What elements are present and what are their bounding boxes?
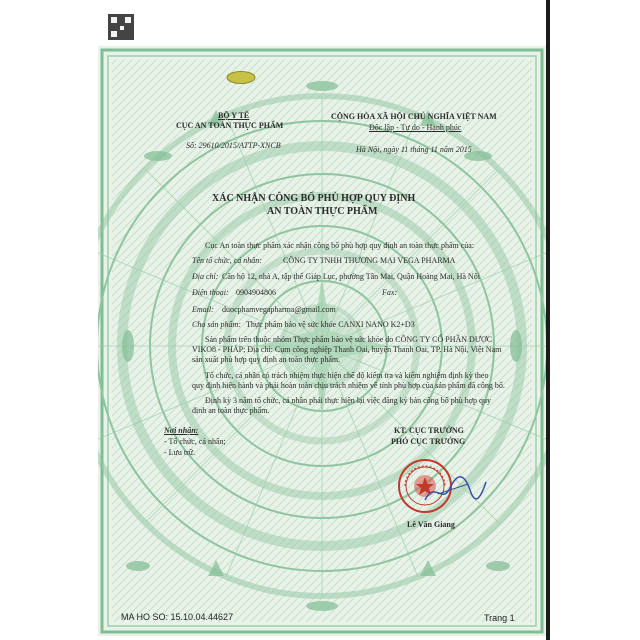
address-label: Địa chỉ:	[192, 272, 219, 281]
paragraph-manufacturer-1: Sản phẩm trên thuộc nhóm Thực phẩm bảo vệ sức khỏe do CÔNG TY CỔ PHẦN DƯỢC	[205, 335, 493, 344]
phone-value: 0904904806	[236, 288, 276, 297]
paragraph-renewal-1: Định kỳ 3 năm tổ chức, cá nhân phải thực hiện lại việc đăng ký bản công bố phù hợp quy	[205, 396, 491, 405]
signer-name: Lê Văn Giang	[407, 520, 455, 529]
email-value: duocphamvegapharma@gmail.com	[222, 305, 336, 314]
department-logo	[226, 71, 256, 84]
page-number: Trang 1	[484, 613, 515, 623]
ministry-name: BỘ Y TẾ	[218, 111, 250, 120]
fax-label: Fax:	[382, 288, 398, 297]
viewer-edge-bar	[546, 0, 550, 640]
paragraph-responsibility-2: quy định hiện hành và phải hoàn toàn chịu trách nhiệm về tính phù hợp của sản phẩm đã công bố.	[192, 381, 505, 390]
email-label: Email:	[192, 305, 214, 314]
paragraph-manufacturer-3: sản xuất phù hợp quy định an toàn thực phẩm.	[192, 355, 341, 364]
handwritten-signature	[420, 470, 490, 510]
dossier-code: MA HO SO: 15.10.04.44627	[121, 612, 234, 622]
recipients-heading: Nơi nhận:	[164, 426, 199, 435]
department-name: CỤC AN TOÀN THỰC PHẨM	[176, 121, 284, 130]
paragraph-manufacturer-2: VIKO8 - PHÁP; Địa chỉ: Cụm công nghiệp Thanh Oai, huyện Thanh Oai, TP. Hà Nội, Việt Nam	[192, 345, 502, 354]
country-name: CỘNG HÒA XÃ HỘI CHỦ NGHĨA VIỆT NAM	[331, 112, 497, 121]
paragraph-renewal-2: định an toàn thực phẩm.	[192, 406, 270, 415]
national-motto: Độc lập - Tự do - Hạnh phúc	[369, 123, 462, 132]
document-number: Số: 29610/2015/ATTP-XNCB	[186, 141, 281, 150]
product-label: Cho sản phẩm:	[192, 320, 241, 329]
document-title: XÁC NHẬN CÔNG BỐ PHÙ HỢP QUY ĐỊNH	[212, 193, 416, 204]
paragraph-responsibility-1: Tổ chức, cá nhân có trách nhiệm thực hiện chế độ kiểm tra và kiểm nghiệm định kỳ theo	[205, 371, 489, 380]
recipient-item: - Tổ chức, cá nhân;	[164, 437, 226, 446]
address-value: Căn hộ 12, nhà A, tập thể Giáp Lục, phường Tân Mai, Quận Hoàng Mai, Hà Nội	[222, 272, 480, 281]
recipient-item: - Lưu trữ.	[164, 448, 196, 457]
org-value: CÔNG TY TNHH THƯƠNG MẠI VEGA PHARMA	[283, 256, 456, 265]
issue-date: Hà Nội, ngày 11 tháng 11 năm 2015	[356, 145, 472, 154]
document-title-line2: AN TOÀN THỰC PHẨM	[267, 206, 378, 217]
signer-subtitle: PHÓ CỤC TRƯỞNG	[391, 437, 466, 446]
product-value: Thực phẩm bảo vệ sức khỏe CANXI NANO K2+D3	[246, 320, 415, 329]
qr-code-thumbnail[interactable]	[108, 14, 134, 40]
intro-text: Cục An toàn thực phẩm xác nhận công bố phù hợp quy định an toàn thực phẩm của:	[205, 241, 475, 250]
org-label: Tên tổ chức, cá nhân:	[192, 256, 262, 265]
signer-title: KT. CỤC TRƯỞNG	[394, 426, 464, 435]
phone-label: Điện thoại:	[192, 288, 229, 297]
